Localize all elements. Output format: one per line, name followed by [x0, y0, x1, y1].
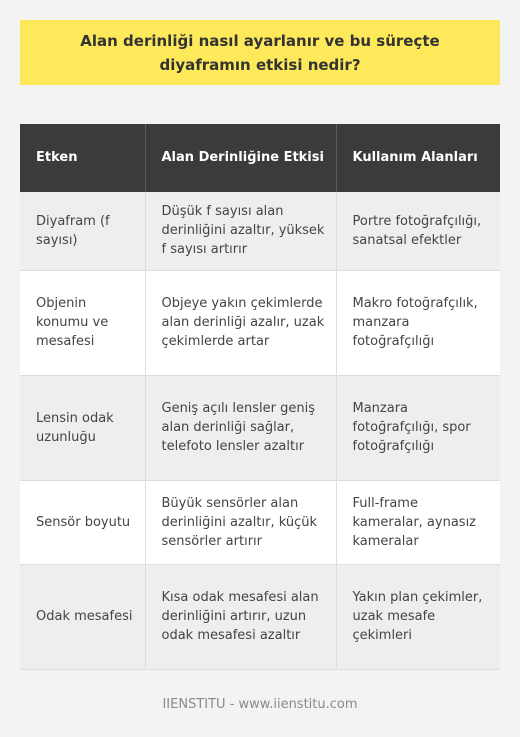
table-row [20, 375, 500, 480]
cell-effect: Objeye yakın çekimlerde alan derinliği azalır, uzak çekimlerde artar [145, 270, 336, 375]
column-header-usage: Kullanım Alanları [352, 150, 478, 165]
cell-factor: Lensin odak uzunluğu [20, 375, 145, 480]
cell-effect: Büyük sensörler alan derinliğini azaltır, küçük sensörler artırır [145, 480, 336, 564]
cell-usage: Yakın plan çekimler, uzak mesafe çekimleri [336, 564, 500, 669]
cell-effect: Düşük f sayısı alan derinliğini azaltır, yüksek f sayısı artırır [145, 192, 336, 270]
table-row [20, 564, 500, 669]
table-row [20, 480, 500, 564]
cell-effect: Kısa odak mesafesi alan derinliğini artırır, uzun odak mesafesi azaltır [145, 564, 336, 669]
cell-factor: Diyafram (f sayısı) [20, 192, 145, 270]
column-header-factor: Etken [20, 124, 145, 192]
cell-effect: Geniş açılı lensler geniş alan derinliği sağlar, telefoto lensler azaltır [145, 375, 336, 480]
cell-usage: Full-frame kameralar, aynasız kameralar [336, 480, 500, 564]
cell-usage: Makro fotoğrafçılık, manzara fotoğrafçılığı [336, 270, 500, 375]
title-banner [20, 20, 500, 85]
cell-usage: Manzara fotoğrafçılığı, spor fotoğrafçılığı [336, 375, 500, 480]
depth-of-field-table [20, 124, 500, 670]
table-row [20, 270, 500, 375]
column-header-effect: Alan Derinliğine Etkisi [145, 124, 336, 192]
footer-credit: IIENSTITU - www.iienstitu.com [162, 697, 358, 712]
cell-factor: Odak mesafesi [20, 564, 145, 669]
cell-usage: Portre fotoğrafçılığı, sanatsal efektler [336, 192, 500, 270]
cell-factor: Objenin konumu ve mesafesi [20, 270, 145, 375]
table-row [20, 192, 500, 270]
page-title: Alan derinliği nasıl ayarlanır ve bu süreçte diyaframın etkisi nedir? [80, 31, 440, 74]
cell-factor: Sensör boyutu [20, 480, 145, 564]
table-header-row [20, 124, 500, 192]
